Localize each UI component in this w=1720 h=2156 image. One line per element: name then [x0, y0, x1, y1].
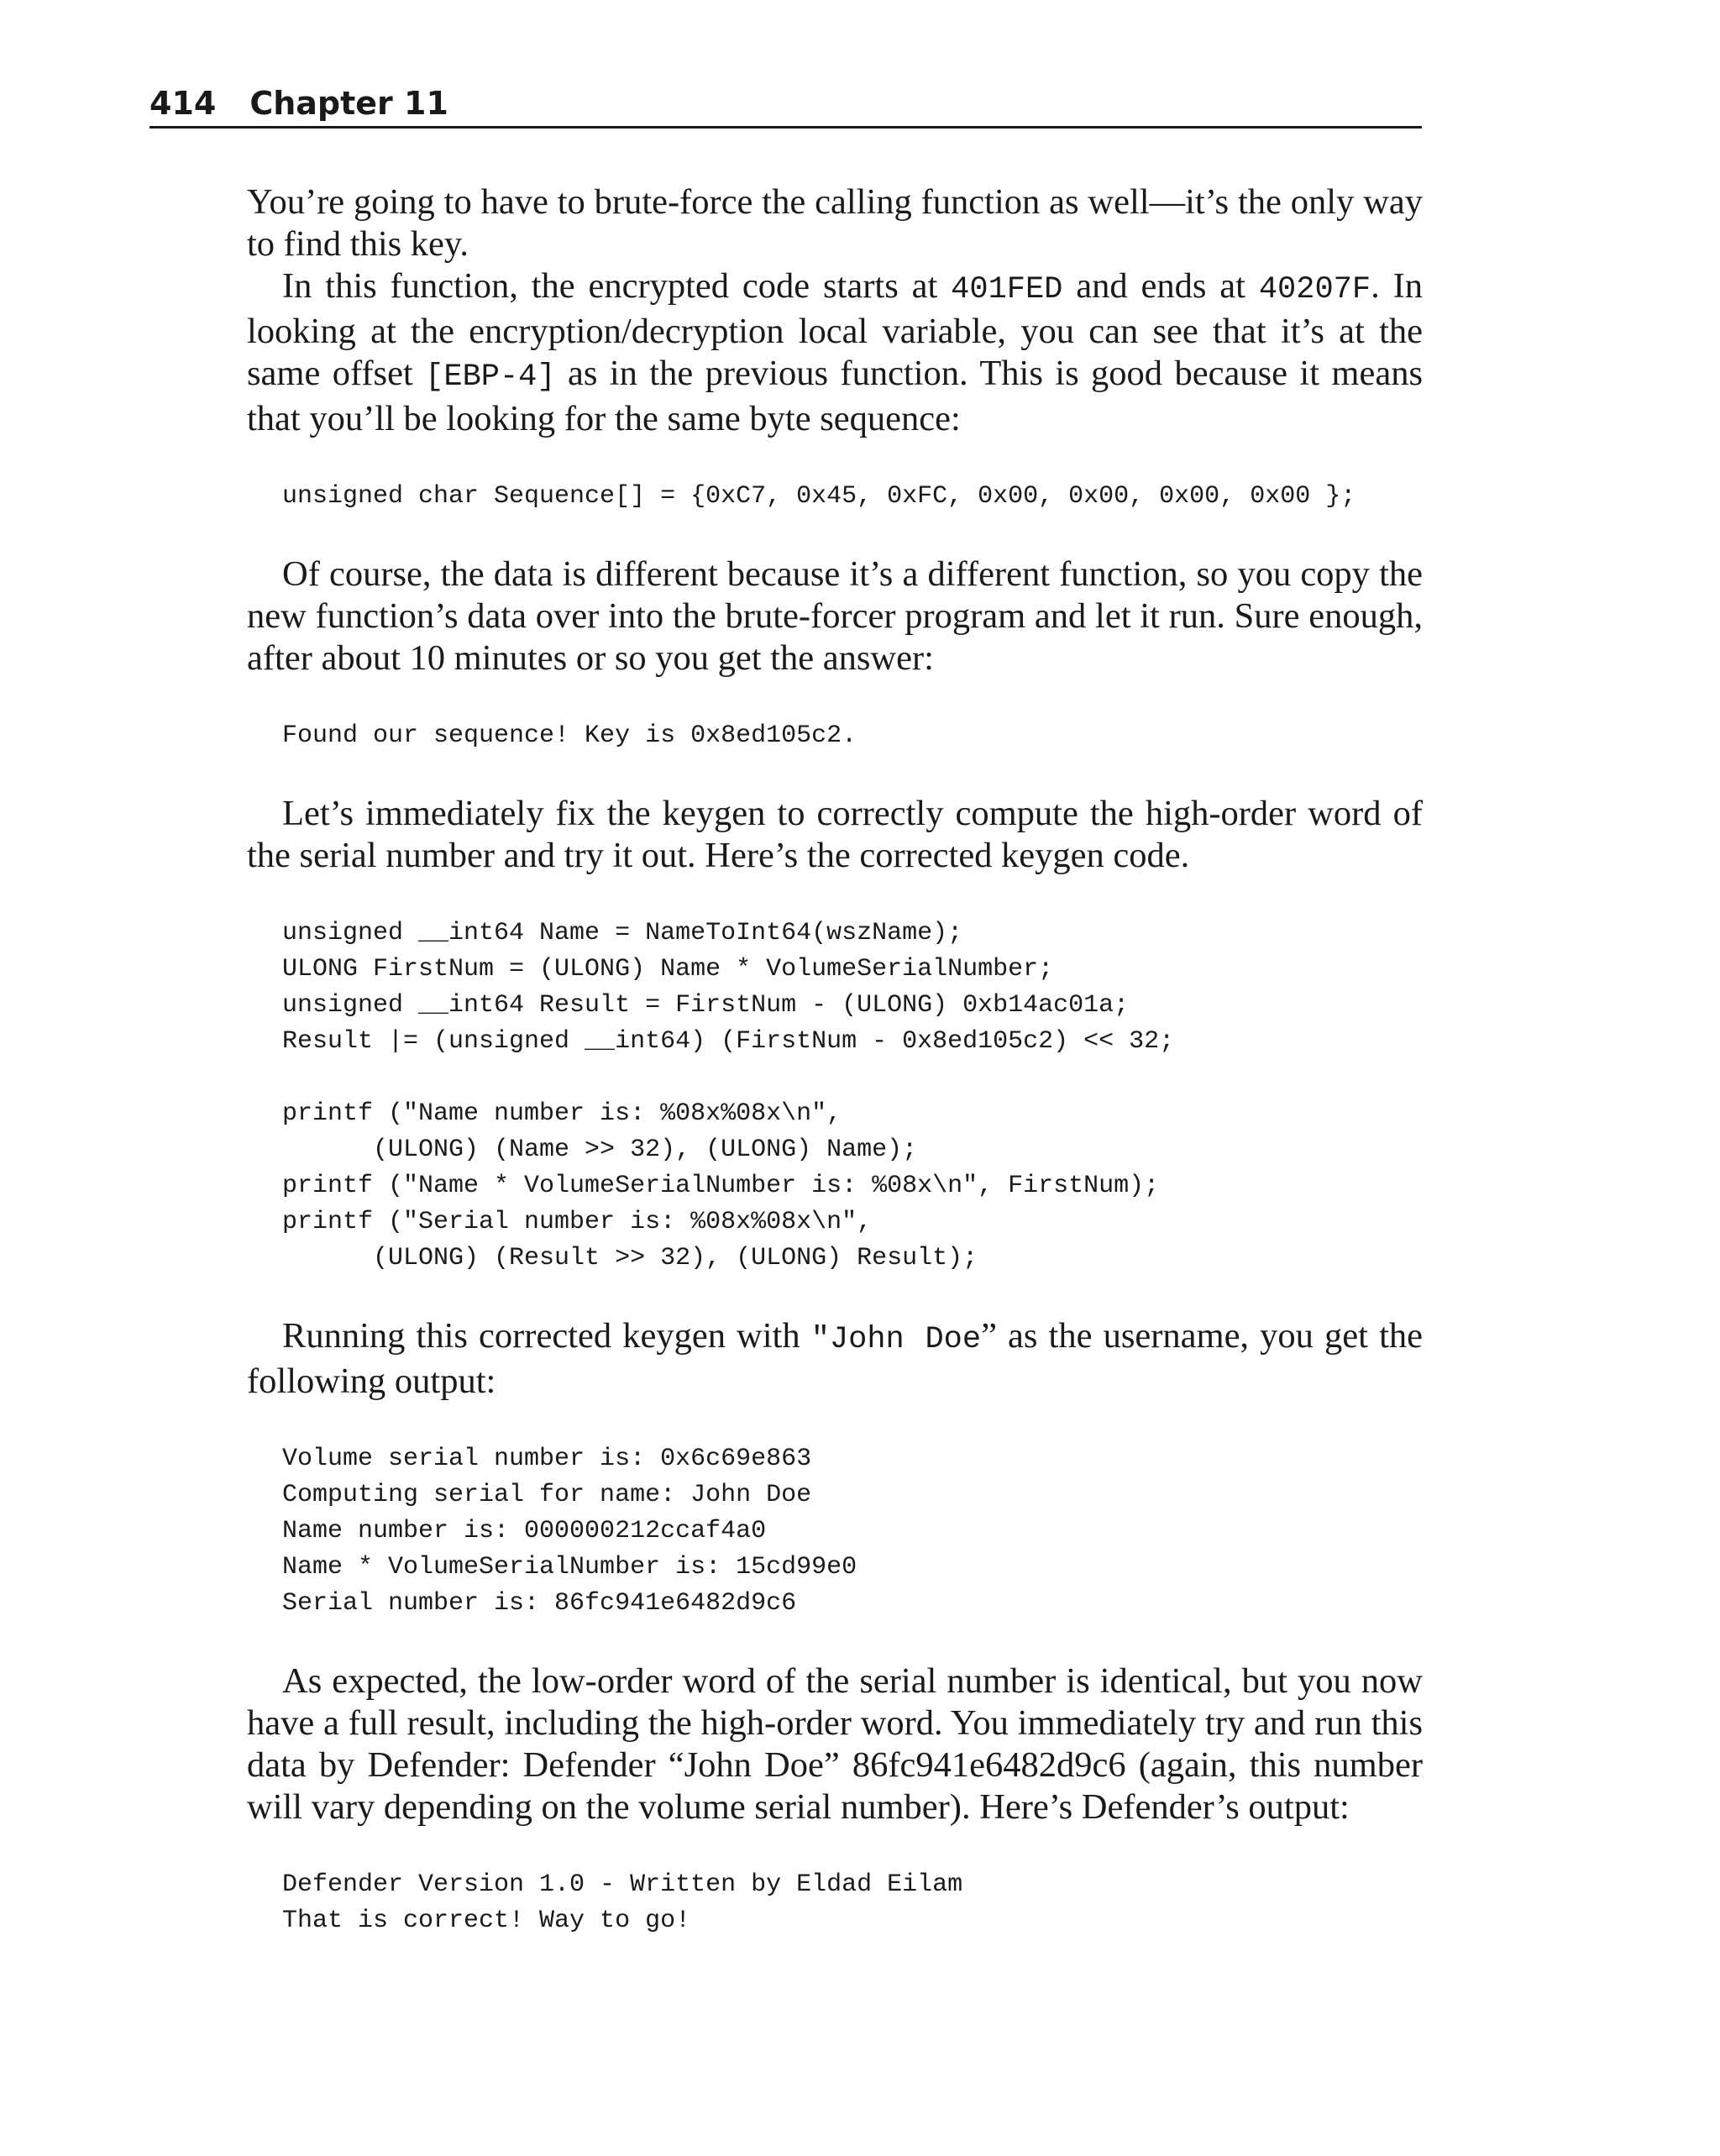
code-defender-output [247, 1867, 1423, 1939]
code-line: Computing serial for name: John Doe [282, 1481, 812, 1509]
paragraph-4: Let’s immediately fix the keygen to correctly compute the high-order word of the serial number and try it out. Here’s the corrected keygen code. [247, 794, 1423, 875]
page-number: 414 [149, 85, 217, 122]
code-blank-line [247, 1060, 1423, 1096]
code-line: That is correct! Way to go! [282, 1907, 691, 1935]
paragraph-2-text-c: . In looking at the encryption/decryption local variable, you can see that it’s at the same offset [247, 266, 1423, 393]
code-keygen [247, 915, 1423, 1277]
paragraph-2-text-a: In this function, the encrypted code starts at [282, 266, 952, 306]
code-line: printf ("Name * VolumeSerialNumber is: %08x\n", FirstNum); [282, 1172, 1160, 1200]
paragraph-3: Of course, the data is different because it’s a different function, so you copy the new function’s data over into the brute-forcer program and let it run. Sure enough, after about 10 minutes or so you get the answer: [247, 554, 1423, 678]
paragraph-2 [247, 265, 1423, 440]
code-line: Volume serial number is: 0x6c69e863 [282, 1445, 812, 1473]
code-output [247, 1441, 1423, 1622]
code-found-key: Found our sequence! Key is 0x8ed105c2. [282, 721, 857, 750]
inline-code-start-address: 401FED [951, 272, 1063, 307]
code-line: printf ("Serial number is: %08x%08x\n", [282, 1208, 873, 1236]
code-line: Name number is: 000000212ccaf4a0 [282, 1517, 767, 1545]
chapter-title: Chapter 11 [249, 85, 448, 122]
code-line: ULONG FirstNum = (ULONG) Name * VolumeSerialNumber; [282, 955, 1054, 984]
page-body [247, 181, 1423, 1939]
code-sequence: unsigned char Sequence[] = {0xC7, 0x45, 0xFC, 0x00, 0x00, 0x00, 0x00 }; [282, 482, 1356, 511]
paragraph-2-text-d: as in the previous function. This is good because it means that you’ll be looking for the same byte sequence: [247, 354, 1423, 438]
inline-code-end-address: 40207F [1258, 272, 1371, 307]
code-line: Name * VolumeSerialNumber is: 15cd99e0 [282, 1553, 857, 1582]
code-line: unsigned __int64 Name = NameToInt64(wszName); [282, 919, 963, 947]
paragraph-1: You’re going to have to brute-force the calling function as well—it’s the only way to find this key. [247, 182, 1423, 264]
paragraph-6: As expected, the low-order word of the serial number is identical, but you now have a full result, including the high-order word. You immediately try and run this data by Defender: Defender “John Doe” 86fc941e6482d9c6 (again, this number will vary depending on the volume serial number). Here’s Defender’s output: [247, 1661, 1423, 1827]
inline-code-offset: [EBP-4] [425, 359, 556, 395]
code-line: (ULONG) (Result >> 32), (ULONG) Result); [282, 1244, 978, 1272]
paragraph-5-text-a: Running this corrected keygen with [282, 1316, 811, 1356]
code-line: unsigned __int64 Result = FirstNum - (ULONG) 0xb14ac01a; [282, 991, 1130, 1020]
paragraph-2-text-b: and ends at [1062, 266, 1259, 306]
page-header [149, 81, 1422, 129]
code-line: Serial number is: 86fc941e6482d9c6 [282, 1589, 797, 1618]
code-line: (ULONG) (Name >> 32), (ULONG) Name); [282, 1136, 918, 1164]
code-line: Defender Version 1.0 - Written by Eldad Eilam [282, 1870, 963, 1899]
paragraph-5-text-b: ” as the username, you get the following output: [247, 1316, 1423, 1401]
code-line: Result |= (unsigned __int64) (FirstNum - 0x8ed105c2) << 32; [282, 1027, 1175, 1056]
inline-code-username: "John Doe [810, 1322, 982, 1357]
paragraph-5 [247, 1315, 1423, 1403]
code-line: printf ("Name number is: %08x%08x\n", [282, 1099, 842, 1128]
